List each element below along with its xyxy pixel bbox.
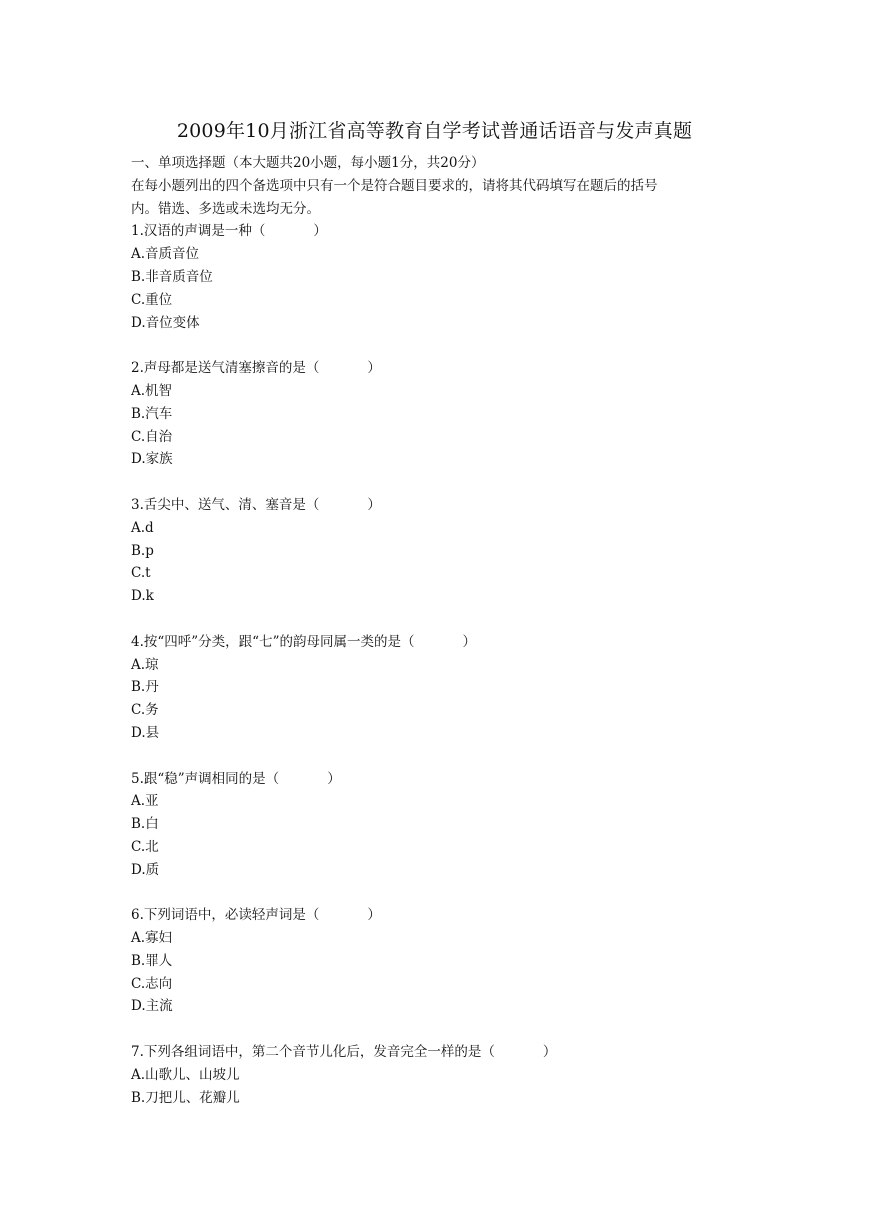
spacer <box>131 882 731 905</box>
spacer <box>131 608 731 631</box>
document-title: 2009年10月浙江省高等教育自学考试普通话语音与发声真题 <box>176 120 693 142</box>
question-stem-close: ） <box>367 907 381 924</box>
question-stem-close: ） <box>327 770 341 787</box>
option-d: D.县 <box>131 724 160 741</box>
document-content <box>131 152 731 1109</box>
spacer <box>131 1018 731 1041</box>
section-heading: 一、单项选择题（本大题共20小题，每小题1分，共20分） <box>131 155 485 171</box>
question-stem <box>131 768 731 791</box>
option-d: D.主流 <box>131 998 173 1015</box>
question-stem-close: ） <box>367 360 381 377</box>
instructions-line-1: 在每小题列出的四个备选项中只有一个是符合题目要求的，请将其代码填写在题后的括号 <box>131 177 658 194</box>
option-d: D.家族 <box>131 451 173 468</box>
spacer <box>131 745 731 768</box>
option-a: A.d <box>131 519 154 536</box>
question-6 <box>131 904 731 1018</box>
option-b: B.白 <box>131 816 159 833</box>
option-a: A.机智 <box>131 382 173 399</box>
question-stem-text: 5.跟“稳”声调相同的是（ <box>131 770 280 787</box>
option-a: A.琼 <box>131 656 159 673</box>
question-stem <box>131 904 731 927</box>
question-stem-text: 2.声母都是送气清塞擦音的是（ <box>131 360 320 377</box>
option-d: D.质 <box>131 861 160 878</box>
question-stem-close: ） <box>462 633 476 650</box>
option-c: C.自治 <box>131 428 173 445</box>
option-c: C.北 <box>131 838 159 855</box>
option-d: D.音位变体 <box>131 314 200 331</box>
question-stem <box>131 494 731 517</box>
question-stem-close: ） <box>542 1044 557 1061</box>
option-b: B.汽车 <box>131 405 173 422</box>
question-7 <box>131 1041 731 1109</box>
question-stem-text: 6.下列词语中，必读轻声词是（ <box>131 907 320 924</box>
option-b: B.p <box>131 542 154 559</box>
instructions-line-2: 内。错选、多选或未选均无分。 <box>131 200 320 217</box>
spacer <box>131 471 731 494</box>
option-b: B.非音质音位 <box>131 268 213 285</box>
option-b: B.丹 <box>131 679 159 696</box>
question-stem-text: 1.汉语的声调是一种（ <box>131 223 266 240</box>
question-1 <box>131 220 731 334</box>
option-a: A.亚 <box>131 793 159 810</box>
option-d: D.k <box>131 588 154 605</box>
option-b: B.刀把儿、花瓣儿 <box>131 1089 240 1106</box>
question-4 <box>131 631 731 745</box>
option-b: B.罪人 <box>131 952 173 969</box>
spacer <box>131 334 731 357</box>
option-c: C.重位 <box>131 291 173 308</box>
option-c: C.志向 <box>131 975 173 992</box>
question-stem-close: ） <box>367 496 381 513</box>
question-stem-text: 4.按“四呼”分类，跟“七”的韵母同属一类的是（ <box>131 633 415 650</box>
question-stem-close: ） <box>313 223 327 240</box>
option-c: C.务 <box>131 702 159 719</box>
option-a: A.寡妇 <box>131 930 173 947</box>
question-5 <box>131 768 731 882</box>
question-stem-text: 3.舌尖中、送气、清、塞音是（ <box>131 496 320 513</box>
option-c: C.t <box>131 565 151 582</box>
question-3 <box>131 494 731 608</box>
question-2 <box>131 357 731 471</box>
option-a: A.山歌儿、山坡儿 <box>131 1066 240 1083</box>
question-stem <box>131 1041 731 1064</box>
question-stem <box>131 357 731 380</box>
question-stem-text: 7.下列各组词语中，第二个音节儿化后，发音完全一样的是（ <box>131 1044 495 1061</box>
option-a: A.音质音位 <box>131 246 200 263</box>
question-stem <box>131 220 731 243</box>
question-stem <box>131 631 731 654</box>
